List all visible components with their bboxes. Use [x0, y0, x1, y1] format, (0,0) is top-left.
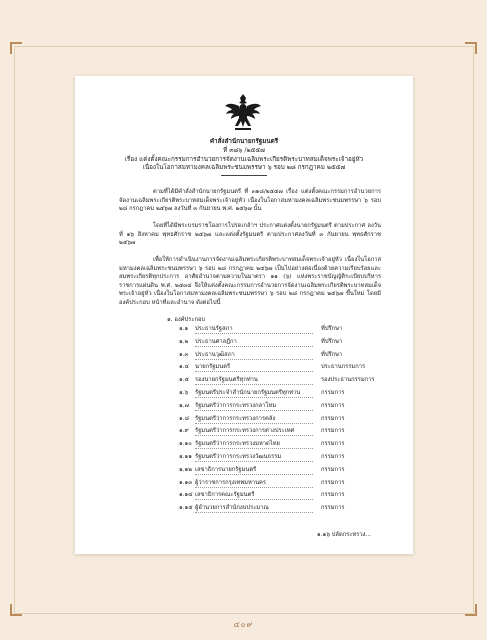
member-number: ๑.๑๒: [179, 466, 193, 473]
member-name: ผู้ว่าราชการกรุงเทพมหานคร: [195, 479, 313, 488]
member-row: [179, 325, 389, 334]
continued-note: ๑.๑๖ ปลัดกระทรวง...: [317, 532, 372, 538]
member-role: กรรมการ: [321, 492, 345, 499]
member-number: ๑.๑๐: [179, 441, 192, 448]
member-role: ที่ปรึกษา: [321, 338, 343, 345]
member-row: [179, 427, 389, 436]
member-name: รัฐมนตรีประจำสำนักนายกรัฐมนตรีทุกท่าน: [195, 389, 313, 398]
member-name: นายกรัฐมนตรี: [195, 363, 313, 372]
member-role: กรรมการ: [321, 441, 345, 448]
member-number: ๑.๘: [179, 415, 189, 422]
paragraph: ตามที่ได้มีคำสั่งสำนักนายกรัฐมนตรี ที่ ๓๑๘/๒๕๕๗ เรื่อง แต่งตั้งคณะกรรมการอำนวยการจัดงานเฉลิมพระเกียรติพระบาทสมเด็จพระเจ้าอยู่หัว เนื่องในโอกาสมหามงคลเฉลิมพระชนมพรรษา ๖ รอบ ๒๘ กรกฎาคม ๒๕๖๗ ลงวันที่ ๓ กันยายน พ.ศ. ๒๕๖๗ นั้น: [119, 189, 381, 212]
member-row: [179, 440, 389, 449]
member-name: ประธานศาลฎีกา: [195, 338, 313, 347]
member-row: [179, 338, 389, 347]
order-subject: เรื่อง แต่งตั้งคณะกรรมการอำนวยการจัดงานเฉลิมพระเกียรติพระบาทสมเด็จพระเจ้าอยู่หัว: [124, 156, 364, 163]
member-role: ประธานกรรมการ: [321, 364, 366, 371]
member-number: ๑.๕: [179, 377, 189, 384]
member-name: ประธานรัฐสภา: [195, 325, 313, 334]
member-role: กรรมการ: [321, 479, 345, 486]
document-page: [75, 76, 413, 554]
member-number: ๑.๗: [179, 402, 189, 409]
member-number: ๑.๑๑: [179, 454, 192, 460]
page-number: ๔๐๙: [233, 620, 254, 629]
order-number: ที่ ๓๘๖ /๒๕๕๗: [223, 147, 265, 154]
member-number: ๑.๑: [179, 326, 189, 332]
section-heading: ๑. องค์ประกอบ: [167, 317, 206, 323]
member-role: กรรมการ: [321, 428, 345, 435]
member-row: [179, 351, 389, 360]
corner-ornament: [465, 604, 477, 616]
member-number: ๑.๔: [179, 364, 189, 371]
member-name: ผู้อำนวยการสำนักงบประมาณ: [195, 504, 313, 513]
member-row: [179, 453, 389, 462]
corner-ornament: [10, 42, 22, 54]
member-name: ประธานวุฒิสภา: [195, 351, 313, 360]
member-name: รัฐมนตรีว่าการกระทรวงการคลัง: [195, 415, 313, 424]
member-row: [179, 415, 389, 424]
member-name: รัฐมนตรีว่าการกระทรวงวัฒนธรรม: [195, 453, 313, 462]
member-name: รัฐมนตรีว่าการกระทรวงมหาดไทย: [195, 440, 313, 449]
corner-ornament: [465, 42, 477, 54]
member-row: [179, 376, 389, 385]
member-number: ๑.๓: [179, 351, 189, 358]
member-role: ที่ปรึกษา: [321, 326, 343, 332]
member-role: รองประธานกรรมการ: [321, 377, 375, 384]
member-row: [179, 363, 389, 372]
member-role: กรรมการ: [321, 454, 345, 460]
member-name: รองนายกรัฐมนตรีทุกท่าน: [195, 376, 313, 385]
member-row: [179, 466, 389, 475]
member-number: ๑.๑๓: [179, 479, 193, 486]
member-name: รัฐมนตรีว่าการกระทรวงกลาโหม: [195, 402, 313, 411]
member-role: กรรมการ: [321, 402, 345, 409]
member-row: [179, 402, 389, 411]
member-role: กรรมการ: [321, 390, 345, 396]
member-number: ๑.๑๔: [179, 492, 193, 499]
corner-ornament: [10, 604, 22, 616]
member-number: ๑.๖: [179, 390, 189, 396]
member-row: [179, 479, 389, 488]
member-role: ที่ปรึกษา: [321, 351, 343, 358]
order-title: คำสั่งสำนักนายกรัฐมนตรี: [209, 138, 279, 145]
member-name: เลขาธิการนายกรัฐมนตรี: [195, 466, 313, 475]
member-name: รัฐมนตรีว่าการกระทรวงการต่างประเทศ: [195, 427, 313, 436]
member-row: [179, 504, 389, 513]
paragraph: โดยที่ได้มีพระบรมราชโองการโปรดเกล้าฯ ประกาศแต่งตั้งนายกรัฐมนตรี ตามประกาศ ลงวันที่ ๑๖ สิงหาคม พุทธศักราช ๒๕๖๗ และแต่งตั้งรัฐมนตรี ตามประกาศลงวันที่ ๓ กันยายน พุทธศักราช ๒๕๖๗: [119, 223, 381, 246]
order-subject-continued: เนื่องในโอกาสมหามงคลเฉลิมพระชนมพรรษา ๖ รอบ ๒๘ กรกฎาคม ๒๕๕๗: [142, 164, 346, 171]
member-role: กรรมการ: [321, 415, 345, 422]
member-role: กรรมการ: [321, 466, 345, 473]
member-role: กรรมการ: [321, 505, 345, 512]
member-number: ๑.๙: [179, 428, 189, 435]
member-row: [179, 389, 389, 398]
header-divider: [221, 175, 267, 176]
member-row: [179, 491, 389, 500]
member-name: เลขาธิการคณะรัฐมนตรี: [195, 491, 313, 500]
paragraph: เพื่อให้การดำเนินงานการจัดงานเฉลิมพระเกียรติพระบาทสมเด็จพระเจ้าอยู่หัว เนื่องในโอกาสมหามงคลเฉลิมพระชนมพรรษา ๖ รอบ ๒๘ กรกฎาคม ๒๕๖๗ เป็นไปอย่างต่อเนื่องด้วยความเรียบร้อยและสมพระเกียรติทุกประการ อาศัยอำนาจตามความในมาตรา ๑๑ (๖) แห่งพระราชบัญญัติระเบียบบริหารราชการแผ่นดิน พ.ศ. ๒๕๓๔ จึงให้แต่งตั้งคณะกรรมการอำนวยการจัดงานเฉลิมพระเกียรติพระบาทสมเด็จพระเจ้าอยู่หัว เนื่องในโอกาสมหามงคลเฉลิมพระชนมพรรษา ๖ รอบ ๒๘ กรกฎาคม ๒๕๖๗ ขึ้นใหม่ โดยมีองค์ประกอบ หน้าที่และอำนาจ ดังต่อไปนี้: [119, 257, 381, 306]
garuda-emblem-icon: [223, 92, 263, 132]
member-number: ๑.๑๕: [179, 505, 193, 512]
member-number: ๑.๒: [179, 338, 189, 345]
